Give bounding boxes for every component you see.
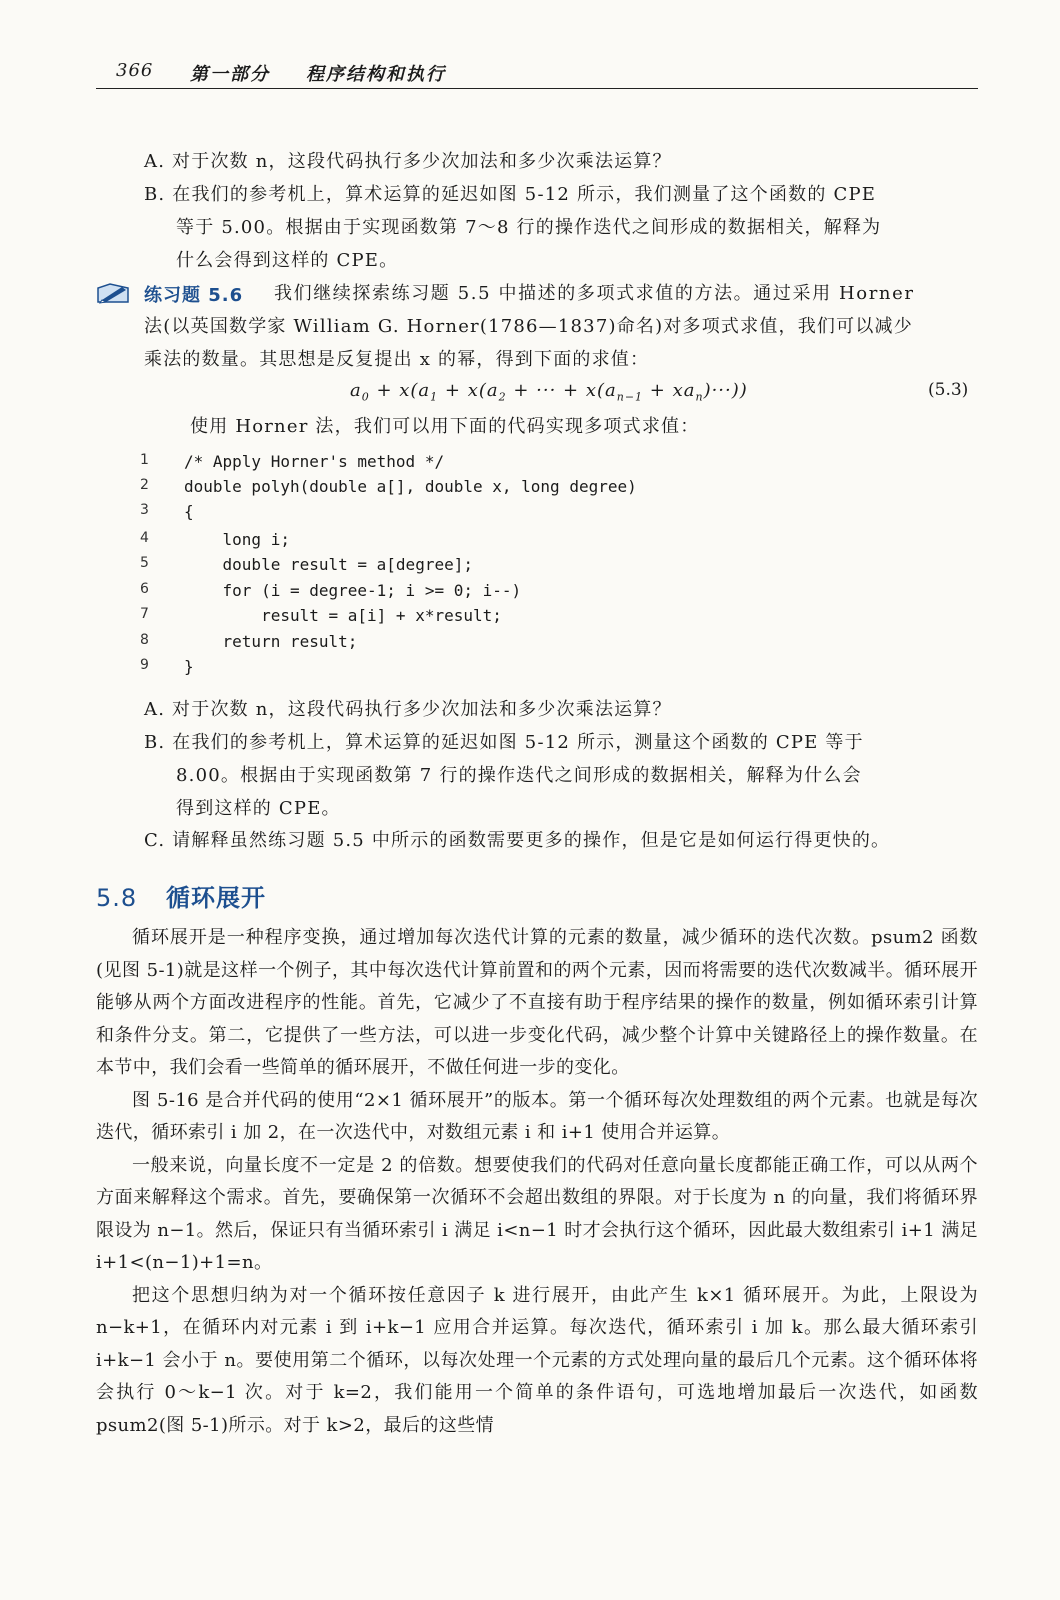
code-text: long i; (184, 530, 290, 549)
paragraph: 把这个思想归纳为对一个循环按任意因子 k 进行展开，由此产生 k×1 循环展开。为此，上限设为 n−k+1，在循环内对元素 i 到 i+k−1 应用合并运算。每次迭代，循环索引 i 加 k。那么最大循环索引 i+k−1 会小于 n。要使用第二个循环，以每次处理一个元素的方式处理向量的最后几个元素。这个循环体将会执行 0～k−1 次。对于 k=2，我们能用一个简单的条件语句，可选地增加最后一次迭代，如函数 psum2(图 5-1)所示。对于 k>2，最后的这些情 (96, 1284, 978, 1436)
line-number: 9 (140, 657, 149, 673)
pencil-icon (96, 282, 130, 304)
prev-question-a: A. 对于次数 n，这段代码执行多少次加法和多少次乘法运算？ (144, 151, 672, 172)
paragraph: 循环展开是一种程序变换，通过增加每次迭代计算的元素的数量，减少循环的迭代次数。psum2 函数(见图 5-1)就是这样一个例子，其中每次迭代计算前置和的两个元素，因而将需要的迭代次数减半。循环展开能够从两个方面改进程序的性能。首先，它减少了不直接有助于程序结果的操作的数量，例如循环索引计算和条件分支。第二，它提供了一些方法，可以进一步变化代码，减少整个计算中关键路径上的操作数量。在本节中，我们会看一些简单的循环展开，不做任何进一步的变化。 (96, 927, 978, 1078)
chapter-title: 程序结构和执行 (306, 64, 446, 85)
code-line (140, 632, 840, 656)
code-line (140, 606, 840, 630)
prev-question-b-line1: B. 在我们的参考机上，算术运算的延迟如图 5-12 所示，我们测量了这个函数的 CPE (144, 184, 877, 205)
code-text: result = a[i] + x*result; (184, 606, 502, 625)
code-line (140, 657, 840, 681)
section-body (96, 922, 978, 1442)
code-lead-in: 使用 Horner 法，我们可以用下面的代码实现多项式求值： (190, 416, 700, 437)
running-header (96, 58, 978, 89)
code-text: double result = a[degree]; (184, 555, 473, 574)
line-number: 4 (140, 530, 149, 546)
paragraph: 图 5-16 是合并代码的使用“2×1 循环展开”的版本。第一个循环每次处理数组的两个元素。也就是每次迭代，循环索引 i 加 2，在一次迭代中，对数组元素 i 和 i+1 使用合并运算。 (96, 1089, 978, 1143)
part-title: 第一部分 (190, 64, 270, 85)
code-line (140, 502, 840, 526)
prev-question-b-line2: 等于 5.00。根据由于实现函数第 7～8 行的操作迭代之间形成的数据相关，解释为 (176, 217, 882, 238)
question-b-line1: B. 在我们的参考机上，算术运算的延迟如图 5-12 所示，测量这个函数的 CPE 等于 (144, 732, 864, 753)
line-number: 2 (140, 477, 149, 493)
code-text: double polyh(double a[], double x, long degree) (184, 477, 637, 496)
horner-formula: $a_0 + x(a_1 + x(a_2$ + ··· + $x(a_{n-1} + xa_n)\cdot\cdot\cdot$)) (350, 380, 748, 404)
code-text: /* Apply Horner's method */ (184, 452, 445, 471)
code-line (140, 555, 840, 579)
exercise-intro-line3: 乘法的数量。其思想是反复提出 x 的幂，得到下面的求值： (144, 349, 650, 370)
exercise-intro-line1: 我们继续探索练习题 5.5 中描述的多项式求值的方法。通过采用 Horner (274, 283, 915, 304)
code-text: for (i = degree-1; i >= 0; i--) (184, 581, 522, 600)
line-number: 1 (140, 452, 149, 468)
code-line (140, 581, 840, 605)
line-number: 5 (140, 555, 149, 571)
code-line (140, 477, 840, 501)
equation-number: (5.3) (928, 380, 969, 400)
code-line (140, 530, 840, 554)
exercise-intro-line2: 法(以英国数学家 William G. Horner(1786—1837)命名)对多项式求值，我们可以减少 (144, 316, 913, 337)
question-b-line3: 得到这样的 CPE。 (176, 798, 341, 819)
section-number: 5.8 (96, 884, 138, 912)
exercise-title: 练习题 5.6 (144, 285, 244, 306)
section-heading (96, 878, 266, 913)
page-number: 366 (116, 60, 154, 81)
section-title: 循环展开 (166, 884, 266, 912)
line-number: 7 (140, 606, 149, 622)
line-number: 6 (140, 581, 149, 597)
prev-question-b-line3: 什么会得到这样的 CPE。 (176, 250, 399, 271)
question-a: A. 对于次数 n，这段代码执行多少次加法和多少次乘法运算？ (144, 699, 672, 720)
paragraph: 一般来说，向量长度不一定是 2 的倍数。想要使我们的代码对任意向量长度都能正确工作，可以从两个方面来解释这个需求。首先，要确保第一次循环不会超出数组的界限。对于长度为 n 的向量，我们将循环界限设为 n−1。然后，保证只有当循环索引 i 满足 i<n−1 时才会执行这个循环，因此最大数组索引 i+1 满足 i+1<(n−1)+1=n。 (96, 1154, 978, 1273)
question-b-line2: 8.00。根据由于实现函数第 7 行的操作迭代之间形成的数据相关，解释为什么会 (176, 765, 862, 786)
code-line (140, 452, 840, 476)
code-text: { (184, 502, 194, 521)
line-number: 8 (140, 632, 149, 648)
line-number: 3 (140, 502, 149, 518)
code-text: } (184, 657, 194, 676)
question-c: C. 请解释虽然练习题 5.5 中所示的函数需要更多的操作，但是它是如何运行得更快的。 (144, 830, 891, 851)
code-text: return result; (184, 632, 358, 651)
